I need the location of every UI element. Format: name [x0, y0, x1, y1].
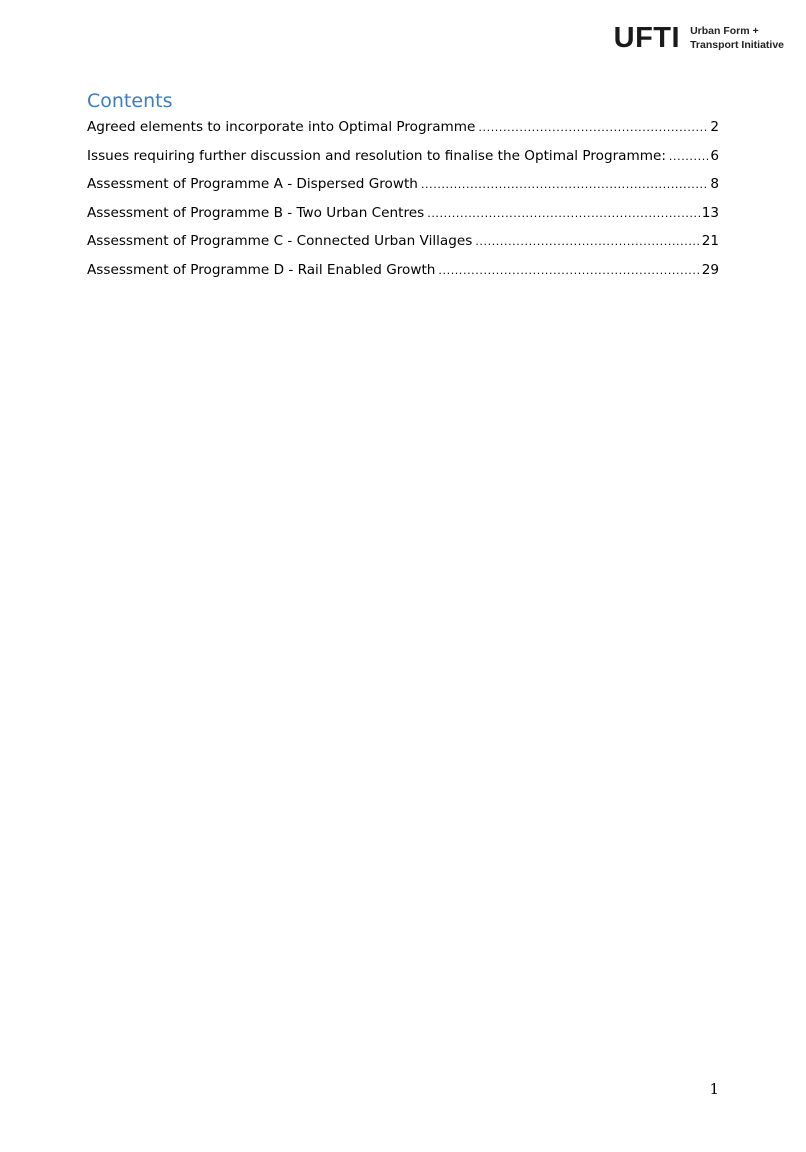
- toc-entry[interactable]: [87, 232, 719, 261]
- page-number: 1: [709, 1080, 719, 1098]
- toc-entry[interactable]: [87, 147, 719, 176]
- toc-dot-leader: [669, 147, 708, 166]
- table-of-contents: [87, 88, 719, 289]
- toc-dot-leader: [475, 232, 699, 251]
- toc-list: [87, 118, 719, 289]
- logo-mark: UFTI: [613, 22, 681, 54]
- toc-entry-title[interactable]: Assessment of Programme B - Two Urban Centres: [87, 204, 425, 221]
- toc-entry-page[interactable]: 6: [710, 147, 719, 164]
- logo-text: [690, 25, 784, 51]
- toc-entry[interactable]: [87, 204, 719, 233]
- toc-entry-title[interactable]: Issues requiring further discussion and resolution to finalise the Optimal Programme:: [87, 147, 666, 164]
- toc-entry-title[interactable]: Assessment of Programme A - Dispersed Growth: [87, 176, 418, 192]
- toc-entry-title[interactable]: Agreed elements to incorporate into Optimal Programme: [87, 119, 476, 135]
- toc-entry-page[interactable]: 29: [701, 261, 719, 278]
- toc-entry-page[interactable]: 2: [710, 119, 719, 135]
- toc-dot-leader: [478, 118, 708, 137]
- ufti-logo: [614, 24, 784, 53]
- toc-dot-leader: [421, 175, 708, 194]
- toc-entry-page[interactable]: 8: [710, 176, 719, 192]
- toc-dot-leader: [438, 261, 699, 280]
- toc-entry-title[interactable]: Assessment of Programme C - Connected Urban Villages: [87, 233, 473, 249]
- logo-text-line-1: Urban Form +: [690, 25, 759, 38]
- logo-text-line-2: Transport Initiative: [690, 38, 784, 51]
- toc-entry-page[interactable]: 21: [701, 233, 719, 249]
- toc-entry-title[interactable]: Assessment of Programme D - Rail Enabled Growth: [87, 261, 436, 278]
- toc-entry[interactable]: [87, 261, 719, 290]
- contents-heading: Contents: [87, 90, 173, 112]
- toc-dot-leader: [427, 204, 699, 223]
- toc-entry-page[interactable]: 13: [701, 204, 719, 221]
- toc-entry[interactable]: [87, 175, 719, 204]
- toc-entry[interactable]: [87, 118, 719, 147]
